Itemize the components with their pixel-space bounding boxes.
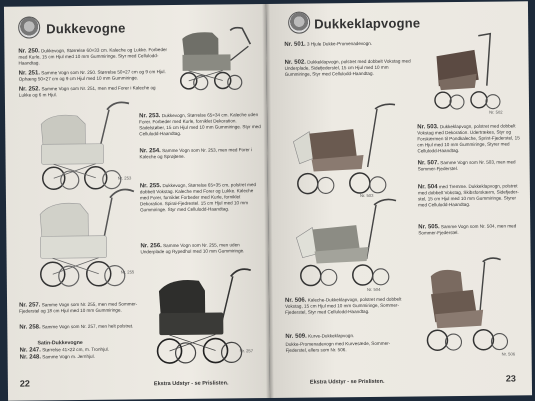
entry-number: Nr. 501. bbox=[284, 41, 306, 48]
entry-number: Nr. 250. bbox=[18, 48, 40, 55]
entry-text: Samme Vogn som Nr. 250. Størrelse 50×27 cm og 9 cm Hjul. Ophæng 50×27 cm og 9 cm Hjul med 10 mm Gummiringe. bbox=[18, 69, 166, 82]
image-caption: Nr. 503 bbox=[359, 192, 374, 199]
entry-507 bbox=[418, 159, 524, 172]
entry-254 bbox=[139, 147, 261, 160]
klapvogn-504-image bbox=[284, 196, 417, 289]
entry-255 bbox=[140, 182, 262, 213]
entry-text: Størrelse 41×22 cm, m. Tronhjul. bbox=[42, 346, 109, 353]
entry-505 bbox=[418, 223, 524, 236]
entry-509 bbox=[285, 333, 409, 340]
entry-text: Dukkevogn, Størrelse 65×34 cm. Kaleche uden Forer. Forbeder med Kurle, forniklet Dekoration. Sadelstøber, 15 cm Hjul med 10 mm Gummiringe. Styr med Cellulodd-Haandtag. bbox=[139, 112, 261, 137]
brand-logo bbox=[288, 12, 310, 34]
entry-text: Dukkeklapvogn, polstret med dobbelt Vokstag med Dekoration. Udertrækes, Styr og Forskærmen til Pondkaleche, Sprint-Fjederstel, 15 cm Hjul med 10 mm Gummiringe, Styrer med Cellulodd-Haandtag. bbox=[417, 123, 520, 154]
left-page-number: 22 bbox=[19, 378, 30, 389]
entry-number: Nr. 256. bbox=[140, 243, 162, 250]
entry-number: Nr. 509. bbox=[285, 333, 307, 340]
entry-number: Nr. 252. bbox=[18, 86, 41, 93]
entry-text: med Tremme. Dukkeklapvogn, polstret med dobbelt Vokstag, Skibsforskærm, Sidefjeder-stel, 15 cm Hjul med 10 mm Gummiringe. Styrer med Cellulodd-Haandtag. bbox=[417, 183, 519, 208]
entry-text: Samme Vogn som Nr. 503, men med Sommer-Fjederstel. bbox=[417, 159, 516, 172]
entry-text: Samme Vogn som Nr. 255, men med Sommer-Fjederstel og 18 cm Hjul med 10 mm Gummiringe. bbox=[19, 301, 138, 314]
right-page-footer: Ekstra Udstyr - se Prislisten. bbox=[309, 378, 385, 386]
image-caption: Nr. 502 bbox=[489, 109, 503, 115]
entry-number: Nr. 251. bbox=[18, 70, 41, 77]
left-page bbox=[4, 4, 270, 401]
entry-text: Samme Vogn som Nr. 255, men uden Underplade og Rypedhol med 10 mm Gummiringe. bbox=[140, 242, 245, 255]
klapvogn-506-image bbox=[413, 255, 526, 356]
image-caption: Nr. 257 bbox=[239, 348, 254, 354]
image-caption: Nr. 255 bbox=[120, 269, 135, 275]
entry-250 bbox=[18, 47, 168, 67]
entry-number: Nr. 502. bbox=[284, 59, 306, 66]
entry-text: Dukkevogn, Størrelse 65×35 cm, polstret med dobbelt Vokstag. Kaleche med Forer og Lukke. Kaleche med Forer, forniklet Forbeder med Kurle, forniklet Dekoration. Spiral-Fjedrestel. 15 cm Hjul med 10 mm Gummiringe. Styr med Cellulodd-Haandtag. bbox=[139, 182, 257, 213]
pram-255-image bbox=[26, 185, 139, 292]
entry-501 bbox=[284, 40, 434, 48]
entry-number: Nr. 248. bbox=[19, 354, 42, 361]
right-page-heading: Dukkeklapvogne bbox=[314, 15, 421, 32]
entry-number: Nr. 504 bbox=[417, 184, 438, 191]
entry-text: Kaleche-Dukkeklapvogn, polstret med dobbelt Vokstag, 15 cm Hjul med 10 mm Gummiringe, Sommer-Fjederstel, Styr med Cellulodd-Haandtag. bbox=[285, 296, 402, 315]
image-caption: Nr. 506 bbox=[501, 351, 516, 357]
entry-text: Samme Vogn m. Jernhjul. bbox=[42, 353, 95, 360]
klapvogn-502-image bbox=[416, 29, 511, 114]
entry-number: Nr. 503. bbox=[417, 124, 439, 131]
brand-logo bbox=[18, 16, 40, 38]
left-page-footer: Ekstra Udstyr - se Prislisten. bbox=[153, 380, 229, 388]
right-page bbox=[266, 1, 532, 398]
satin-subheading: Satin-Dukkevogne bbox=[37, 339, 83, 347]
entry-253 bbox=[139, 112, 261, 137]
entry-number: Nr. 257. bbox=[19, 302, 41, 309]
entry-text: Samme Vogn som Nr. 253, men med Forer i Kaleche og Sprøjtene. bbox=[139, 147, 253, 160]
open-catalog-book bbox=[4, 1, 532, 400]
entry-258 bbox=[19, 323, 139, 330]
entry-number: Nr. 507. bbox=[417, 160, 440, 167]
entry-503 bbox=[417, 123, 523, 154]
entry-504 bbox=[418, 183, 524, 208]
image-caption: Nr. 504 bbox=[366, 286, 381, 292]
entry-251 bbox=[19, 69, 169, 83]
pram-250-image bbox=[172, 24, 259, 95]
entry-number: Nr. 254. bbox=[139, 148, 161, 155]
entry-number: Nr. 506. bbox=[285, 297, 307, 304]
left-page-heading: Dukkevogne bbox=[46, 20, 126, 37]
entry-text: 3 Hjule Dukke-Promenadevogn. bbox=[306, 40, 373, 47]
entry-number: Nr. 258. bbox=[19, 324, 41, 331]
entry-number: Nr. 253. bbox=[139, 113, 161, 120]
entry-502 bbox=[285, 58, 415, 77]
entry-number: Nr. 505. bbox=[418, 224, 440, 231]
entry-257 bbox=[19, 301, 139, 314]
entry-text: Dukkevogn, Størrelse 60×33 cm. Kaleche og Lukke. Forbeder med Kurle, 15 cm Hjul med 10 mm Gummiringe. Styr med Cellulodd-Haandtag. bbox=[18, 47, 168, 66]
entry-text: Samme Vogn som Nr. 251, men med Forer i Kaleche og Lukke og 6 m Hjul. bbox=[18, 85, 156, 98]
entry-number: Nr. 247. bbox=[19, 347, 41, 354]
entry-506 bbox=[285, 297, 409, 316]
entry-text: Dukkeklapvogn, polstret med dobbelt Vokstag med Underplade, Sidefjederstel, 15 cm Hjul med 10 mm Gummiringe, Styr med Cellulodd-Haandtag. bbox=[284, 58, 411, 77]
entry-text: Samme Vogn som Nr. 504, men med Sommer-Fjederstel. bbox=[418, 223, 517, 236]
entry-number: Nr. 255. bbox=[139, 183, 162, 190]
entry-text: Samme Vogn som Nr. 257, men helt polstret. bbox=[41, 323, 134, 330]
entry-256 bbox=[140, 242, 262, 255]
klapvogn-503-image bbox=[283, 101, 410, 198]
entry-509-description: Dukke-Promenadevogn med Kurvesæde, Sommer-Fjederstel, ellers som Nr. 506. bbox=[285, 340, 391, 353]
entry-247 bbox=[20, 346, 140, 353]
right-page-number: 23 bbox=[505, 373, 516, 384]
entry-252 bbox=[19, 85, 169, 99]
entry-248 bbox=[20, 353, 140, 360]
image-caption: Nr. 253 bbox=[117, 175, 132, 181]
entry-text: Kurve-Dukkeklapvogn. bbox=[308, 333, 355, 339]
